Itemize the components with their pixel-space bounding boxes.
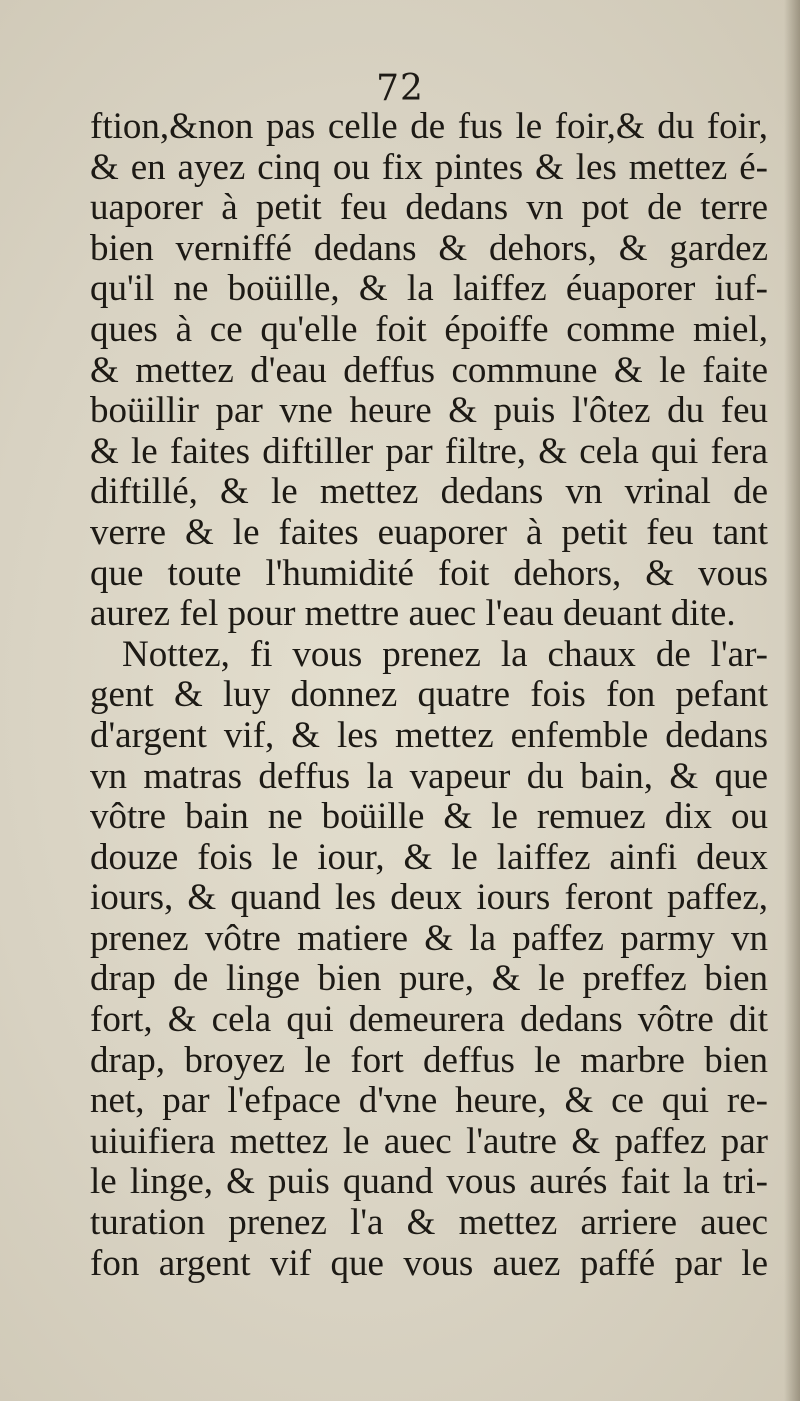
text-line: verre & le faites euaporer à petit feu tant: [90, 511, 768, 553]
text-line: ftion,&non pas celle de fus le foir,& du foir,: [90, 106, 768, 147]
text-line: & mettez d'eau deffus commune & le faite: [90, 349, 768, 391]
paragraph-start-line: Nottez, fi vous prenez la chaux de l'ar-: [122, 633, 768, 675]
text-line: iours, & quand les deux iours feront paffez,: [90, 877, 768, 919]
text-line: uaporer à petit feu dedans vn pot de terre: [90, 187, 768, 229]
text-line: d'argent vif, & les mettez enfemble dedans: [90, 714, 768, 756]
text-line: drap, broyez le fort deffus le marbre bien: [90, 1039, 768, 1081]
text-line: & le faites diftiller par filtre, & cela qui fera: [90, 430, 768, 472]
text-line: boüillir par vne heure & puis l'ôtez du feu: [90, 390, 768, 432]
text-line: turation prenez l'a & mettez arriere auec: [90, 1202, 768, 1244]
text-line: uiuifiera mettez le auec l'autre & paffez par: [90, 1120, 768, 1162]
text-line: & en ayez cinq ou fix pintes & les mettez é-: [90, 146, 768, 188]
text-line: ques à ce qu'elle foit époiffe comme miel,: [90, 308, 768, 350]
text-line: prenez vôtre matiere & la paffez parmy vn: [90, 917, 768, 959]
text-line: douze fois le iour, & le laiffez ainfi deux: [90, 836, 768, 878]
text-line: drap de linge bien pure, & le preffez bien: [90, 958, 768, 1000]
text-line: bien verniffé dedans & dehors, & gardez: [90, 227, 768, 269]
page-number: 72: [376, 68, 424, 109]
text-line: fon argent vif que vous auez paffé par le: [90, 1242, 768, 1284]
page-text: [90, 107, 768, 1284]
text-line: gent & luy donnez quatre fois fon pefant: [90, 674, 768, 716]
text-line: qu'il ne boüille, & la laiffez éuaporer iuf-: [90, 268, 768, 310]
text-line: que toute l'humidité foit dehors, & vous: [90, 552, 768, 594]
text-line: aurez fel pour mettre auec l'eau deuant dite.: [90, 593, 736, 635]
text-line: fort, & cela qui demeurera dedans vôtre dit: [90, 999, 768, 1041]
text-line: diftillé, & le mettez dedans vn vrinal de: [90, 471, 768, 513]
text-line: vôtre bain ne boüille & le remuez dix ou: [90, 796, 768, 838]
text-line: le linge, & puis quand vous aurés fait la tri-: [90, 1161, 768, 1203]
page-edge-shadow: [784, 0, 800, 1401]
text-line: net, par l'efpace d'vne heure, & ce qui re-: [90, 1080, 768, 1122]
text-line: vn matras deffus la vapeur du bain, & que: [90, 755, 768, 797]
